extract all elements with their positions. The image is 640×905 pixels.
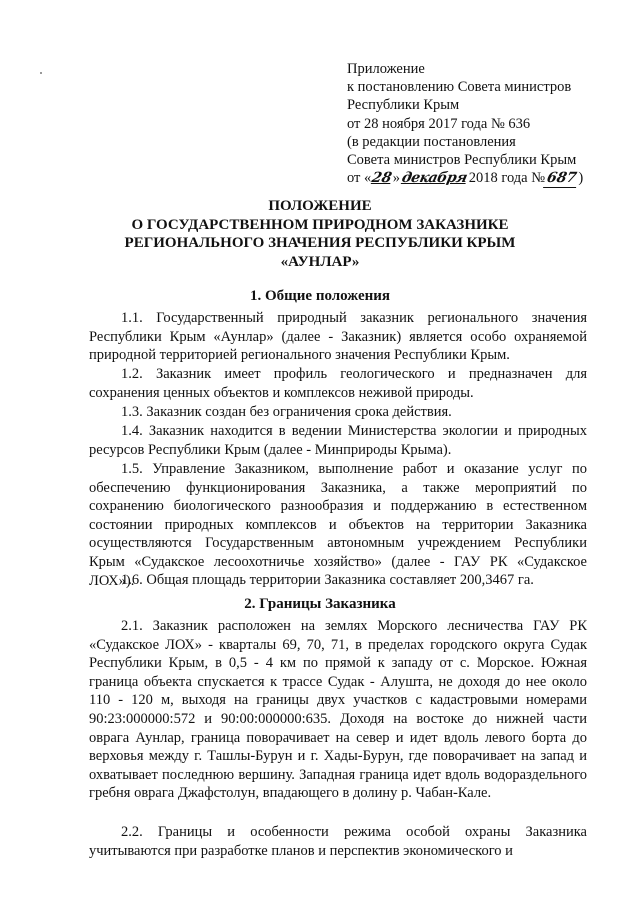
handwritten-number: 687 — [543, 169, 580, 188]
paragraph-1-6: 1.6. Общая площадь территории Заказника составляет 200,3467 га. — [121, 572, 534, 588]
date-quote: » — [392, 170, 401, 187]
title-line: «АУНЛАР» — [280, 253, 360, 270]
appendix-line: Республики Крым — [347, 97, 460, 114]
paragraph-2-1: 2.1. Заказник расположен на землях Морского лесничества ГАУ РК «Судакское ЛОХ» - кварталы 69, 70, 71, в пределах городского округа Судак Республики Крым, в 0,5 - 4 км по прямой к западу от с. Морское. Южная граница объекта спускается к трассе Судак - Алушта, не доходя до нее около 110 - 120 м, выходя на границы двух участков с кадастровыми номерами 90:23:000000:572 и 90:00:000000:635. Доходя на востоке до нижней части оврага Аунлар, граница поворачивает на север и идет вдоль левого борта до верховья между г. Ташлы-Бурун и г. Хады-Бурун, где поворачивает на запад и охватывает последнюю вершину. Западная граница идет вдоль водораздельного гребня оврага Джафстолун, впадающего в долину р. Чабан-Кале. — [89, 618, 587, 802]
section-heading-general: 1. Общие положения — [249, 288, 391, 304]
document-title — [0, 197, 640, 271]
handwritten-month: декабря — [400, 170, 469, 187]
section-heading-borders: 2. Границы Заказника — [244, 596, 396, 612]
paragraph-1-3: 1.3. Заказник создан без ограничения срока действия. — [121, 404, 452, 420]
scan-speck — [40, 72, 42, 74]
paragraph-1-1: 1.1. Государственный природный заказник регионального значения Республики Крым «Аунлар» (далее - Заказник) является особо охраняемой природной территорией регионального значения Республики Крым. — [89, 310, 587, 364]
date-prefix: от « — [347, 170, 372, 187]
date-suffix: ) — [578, 170, 584, 187]
appendix-line: от 28 ноября 2017 года № 636 — [347, 115, 531, 132]
paragraph-1-2: 1.2. Заказник имеет профиль геологического и предназначен для сохранения ценных объектов и комплексов неживой природы. — [89, 366, 587, 401]
appendix-line: Совета министров Республики Крым — [347, 152, 577, 169]
appendix-line: к постановлению Совета министров — [347, 79, 572, 96]
date-year: 2018 года № — [468, 170, 546, 187]
title-line: О ГОСУДАРСТВЕННОМ ПРИРОДНОМ ЗАКАЗНИКЕ — [131, 216, 509, 233]
title-line: ПОЛОЖЕНИЕ — [268, 198, 372, 214]
paragraph-1-4: 1.4. Заказник находится в ведении Министерства экологии и природных ресурсов Республики Крым (далее - Минприроды Крыма). — [89, 423, 587, 458]
appendix-line: (в редакции постановления — [347, 133, 516, 150]
paragraph-1-5: 1.5. Управление Заказником, выполнение работ и оказание услуг по обеспечению функционирования Заказника, а также мероприятий по сохранению биологического разнообразия и поддержанию в естественном состоянии природных комплексов и объектов на территории Заказника осуществляются Государственным автономным учреждением Республики Крым «Судакское лесоохотничье хозяйство» (далее - ГАУ РК «Судакское ЛОХ»). — [89, 461, 587, 589]
paragraph-2-2: 2.2. Границы и особенности режима особой охраны Заказника учитываются при разработке планов и перспектив экономического и — [89, 824, 587, 859]
appendix-date-line — [347, 169, 627, 188]
title-line: РЕГИОНАЛЬНОГО ЗНАЧЕНИЯ РЕСПУБЛИКИ КРЫМ — [124, 235, 516, 252]
appendix-line: Приложение — [347, 61, 425, 77]
handwritten-day: 28 — [370, 170, 394, 187]
appendix-header — [347, 60, 627, 188]
